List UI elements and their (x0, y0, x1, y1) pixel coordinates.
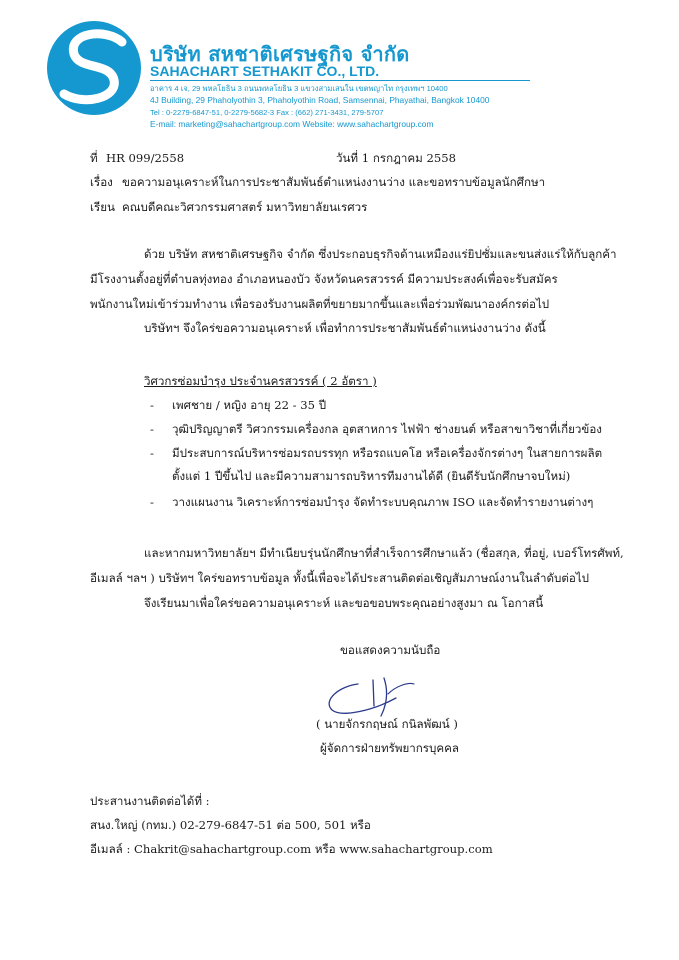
address-english: 4J Building, 29 Phaholyothin 3, Phaholyothin Road, Samsennai, Phayathai, Bangkok 10400 (150, 95, 490, 105)
phone-fax: Tel : 0-2279-6847-51, 0-2279-5682-3 Fax : (662) 271-3431, 279-5707 (150, 108, 384, 117)
requirement-2: วุฒิปริญญาตรี วิศวกรรมเครื่องกล อุตสาหการ ไฟฟ้า ช่างยนต์ หรือสาขาวิชาที่เกี่ยวข้อง (172, 422, 602, 436)
bullet: - (150, 398, 154, 412)
letter-date: วันที่ 1 กรกฎาคม 2558 (336, 151, 456, 165)
bullet: - (150, 446, 154, 460)
address-thai: อาคาร 4 เจ, 29 พหลโยธิน 3 ถนนพหลโยธิน 3 แขวงสามเสนใน เขตพญาไท กรุงเทพฯ 10400 (150, 84, 448, 93)
paragraph-1-line-2: มีโรงงานตั้งอยู่ที่ตำบลทุ่งทอง อำเภอหนองบัว จังหวัดนครสวรรค์ มีความประสงค์เพื่อจะรับสมัคร (90, 272, 558, 286)
requirement-4: วางแผนงาน วิเคราะห์การซ่อมบำรุง จัดทำระบบคุณภาพ ISO และจัดทำรายงานต่างๆ (172, 495, 594, 509)
to-text: คณบดีคณะวิศวกรรมศาสตร์ มหาวิทยาลัยนเรศวร (122, 200, 368, 214)
closing: ขอแสดงความนับถือ (340, 643, 441, 657)
to-label: เรียน (90, 200, 115, 214)
paragraph-2: บริษัทฯ จึงใคร่ขอความอนุเคราะห์ เพื่อทำการประชาสัมพันธ์ตำแหน่งงานว่าง ดังนี้ (144, 321, 546, 335)
requirement-3-line-1: มีประสบการณ์บริหารซ่อมรถบรรทุก หรือรถแบคโฮ หรือเครื่องจักรต่างๆ ในสายการผลิต (172, 446, 603, 460)
paragraph-1-line-3: พนักงานใหม่เข้าร่วมทำงาน เพื่อรองรับงานผลิตที่ขยายมากขึ้นและเพื่อร่วมพัฒนาองค์กรต่อไป (90, 297, 550, 311)
paragraph-3-line-2: อีเมลล์ ฯลฯ ) บริษัทฯ ใคร่ขอทราบข้อมูล ทั้งนี้เพื่อจะได้ประสานติดต่อเชิญสัมภาษณ์งานในลำดับต่อไป (90, 571, 590, 585)
ref-label: ที่ (90, 151, 98, 165)
subject-text: ขอความอนุเคราะห์ในการประชาสัมพันธ์ตำแหน่งงานว่าง และขอทราบข้อมูลนักศึกษา (122, 175, 546, 189)
contact-email: อีเมลล์ : Chakrit@sahachartgroup.com หรือ www.sahachartgroup.com (90, 842, 493, 856)
signer-name: ( นายจักรกฤษณ์ กนิลพัฒน์ ) (316, 717, 458, 731)
requirement-3-line-2: ตั้งแต่ 1 ปีขึ้นไป และมีความสามารถบริหารทีมงานได้ดี (ยินดีรับนักศึกษาจบใหม่) (172, 469, 571, 483)
contact-phone: สนง.ใหญ่ (กทม.) 02-279-6847-51 ต่อ 500, 501 หรือ (90, 818, 371, 832)
bullet: - (150, 422, 154, 436)
contact-label: ประสานงานติดต่อได้ที่ : (90, 794, 210, 808)
position-title: วิศวกรซ่อมบำรุง ประจำนครสวรรค์ ( 2 อัตรา ) (144, 374, 377, 388)
bullet: - (150, 495, 154, 509)
company-name-thai: บริษัท สหชาติเศรษฐกิจ จำกัด (150, 42, 410, 66)
company-logo (44, 18, 144, 118)
ref-number: HR 099/2558 (106, 151, 185, 165)
letterhead-divider (150, 80, 530, 81)
email-website: E-mail: marketing@sahachartgroup.com Website: www.sahachartgroup.com (150, 119, 434, 129)
company-name-english: SAHACHART SETHAKIT CO., LTD. (150, 63, 380, 79)
paragraph-4: จึงเรียนมาเพื่อใคร่ขอความอนุเคราะห์ และขอขอบพระคุณอย่างสูงมา ณ โอกาสนี้ (144, 596, 544, 610)
requirement-1: เพศชาย / หญิง อายุ 22 - 35 ปี (172, 398, 327, 412)
paragraph-3-line-1: และหากมหาวิทยาลัยฯ มีทำเนียบรุ่นนักศึกษาที่สำเร็จการศึกษาแล้ว (ชื่อสกุล, ที่อยู่, เบอร์โทรศัพท์, (144, 546, 624, 560)
subject-label: เรื่อง (90, 175, 113, 189)
paragraph-1-line-1: ด้วย บริษัท สหชาติเศรษฐกิจ จำกัด ซึ่งประกอบธุรกิจด้านเหมืองแร่ยิปซั่มและขนส่งแร่ให้กับลูกค้า (144, 247, 617, 261)
signer-title: ผู้จัดการฝ่ายทรัพยากรบุคคล (320, 741, 460, 755)
